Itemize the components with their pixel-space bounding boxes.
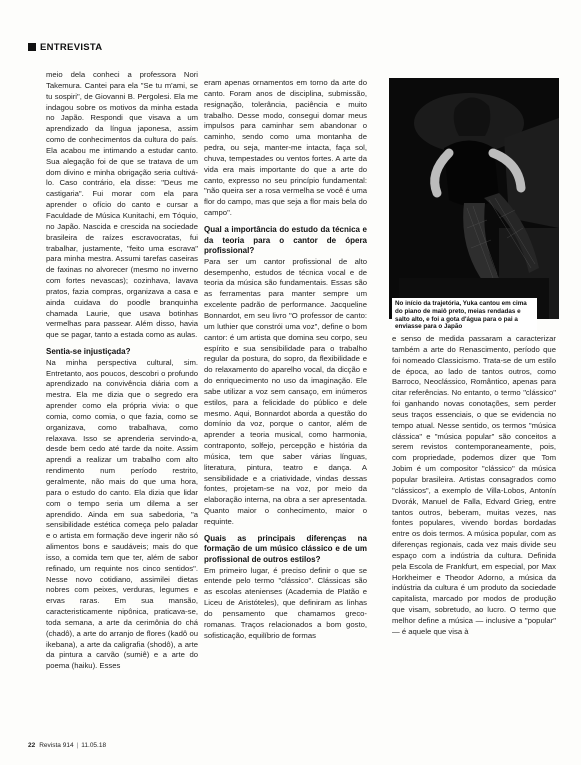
paragraph: Em primeiro lugar, é preciso definir o que se entende pelo termo "clássico". Clássicas são as escolas atenienses (Academia de Platão e Liceu de Aristóteles), que definiram as linhas do pensamento que chamamos greco-romanas. Traços relacionados a bom gosto, sofisticação, equilíbrio de formas: [204, 565, 367, 640]
section-header: [28, 39, 102, 55]
paragraph: Para ser um cantor profissional de alto desempenho, estudos de técnica vocal e de teoria da música são fundamentais. Essas são as ferramentas para manter sempre um excelente padrão de performance. Jacqueline Bonnardot, em seu livro "O professor de canto: um luthier que constrói uma voz", define o bom cantor: é um artista que domina seu corpo, seu espírito e sua sensibilidade para o trabalho regular da postura, do sopro, da flexibilidade e do relaxamento do aparelho vocal, da dicção e do enriquecimento no uso da imaginação. Ele sabe utilizar a voz sem cansaço, em inúmeros estilos, para a felicidade do público e dele mesmo. Aqui, Bonnardot aborda a questão do domínio da voz, porque o cantor, além de aprender a teoria musical, como harmonia, contraponto, solfejo, percepção e história da música, tem que saber várias línguas, literatura, pintura, teatro e dança. A sensibilidade e a criatividade, vindas dessas fontes, projetam-se na voz, por meio da elaboração interna, na obra a ser apresentada. Quanto maior o conhecimento, maior o requinte.: [204, 256, 367, 526]
issue-date: 11.05.18: [81, 742, 107, 749]
paragraph: e senso de medida passaram a caracterizar também a arte do Renascimento, período que foi nomeado Classicismo. Trata-se de um estilo de época, ao lado de tantos outros, como Barroco, Neoclássico, Romântico, apenas para citar referências. No entanto, o termo "clássico" foi ganhando novas conotações, sem perder seus traços essenciais, o que se evidencia no tempo atual. Nesse sentido, os termos "música clássica" e "música popular" são conceitos a serem revistos contemporaneamente, pois, com propriedade, podemos dizer que Tom Jobim é um compositor "clássico" da música popular brasileira. Artistas consagrados como "clássicos", a exemplo de Villa-Lobos, Antonín Dvorák, Manuel de Falla, Edvard Grieg, entre tantos outros, beberam, muitas vezes, nas fontes populares, vivendo bordas bordadas entre os dois termos. A música popular, com as diferenças regionais, cada vez mais divide seu espaço com a indústria da cultura. Definida pela Escola de Frankfurt, em especial, por Max Horkheimer e Theodor Adorno, a música da indústria da cultura é um produto da sociedade capitalista, marcado por modos de produção que visam, sobretudo, ao lucro. O termo que melhor define a música — inclusive a "popular" — é aquele que visa à: [392, 334, 556, 636]
performance-photo: [389, 78, 559, 319]
section-marker-icon: [28, 43, 36, 51]
photo-illustration: [389, 78, 559, 319]
photo-caption: No início da trajetória, Yuka cantou em cima do piano de maiô preto, meias rendadas e salto alto, e foi a gota d'água para o pai a enviasse para o Japão: [392, 298, 537, 333]
page-footer: [28, 742, 106, 749]
paragraph: meio dela conheci a professora Nori Takemura. Cantei para ela "Se tu m'ami, se tu sospiri", de Giovanni B. Pergolesi. Ela me indagou sobre os motivos da minha estada no Japão. Respondi que visava a um aprendizado da língua japonesa, assim como de conhecimentos da cultura do país. Ela acabou me intimando a estudar canto. Sua alegação foi de que se tratava de um dom divino e minha obrigação seria cultivá-lo. Caso contrário, ela disse: "Deus me castigaria". Fui morar com ela para aprender o ofício do canto e cursar a Faculdade de Música Kunitachi, em Tóquio, no Japão. Nascida e crescida na sociedade brasileira de raízes escravocratas, fui trabalhar, justamente, "feito uma escrava" para minha mestra. Assumi tarefas caseiras de faxinas no alvorecer (mesmo no inverno com fortes nevascas); cozinhava, lavava pratos, fazia compras, organizava a casa e ainda cuidava do poodle branquinha chamada Laurie, que usava botinhas vermelhas para passear. Além disso, havia que se pagar, tanto a estada como as aulas.: [46, 70, 198, 340]
question-heading: Quais as principais diferenças na formação de um músico clássico e de um profissional de outros estilos?: [204, 533, 367, 565]
magazine-name: Revista 914: [39, 742, 74, 749]
column-3: [392, 334, 556, 638]
question-heading: Qual a importância do estudo da técnica e da teoria para o cantor de ópera profissional?: [204, 224, 367, 256]
column-1: [46, 70, 198, 672]
footer-separator: |: [76, 742, 79, 749]
column-2: [204, 78, 367, 642]
question-heading: Sentia-se injustiçada?: [46, 347, 131, 357]
paragraph: Na minha perspectiva cultural, sim. Entretanto, aos poucos, descobri o profundo aprendizado na convivência diária com a mestra. Ela me dizia que o segredo era aprender como ela própria vivia: o que comia, como comia, o que fazia, como se organizava, como trabalhava, como relaxava. Isso se aprenderia servindo-a, desde bem cedo até tarde da noite. Assim aprendi a realizar um trabalho com alto rendimento num período restrito, geralmente, não mais do que uma hora, para o estudo do canto. Ela dizia que lidar com o tempo seria um dilema a ser aprendido. Ainda em sua sabedoria, "a sensibilidade estética começa pelo paladar e o artista em formação deve ingerir não só alimentos bons e saudáveis; mais do que isso, a comida tem que ter, além de sabor refinado, um requinte nos cinco sentidos". Nesse novo cotidiano, assimilei dietas nobres com peixes, verduras, legumes e ervas raras. Em sua mansão, caracteristicamente nipônica, praticava-se, toda semana, a arte da cerimônia do chá (chadô), a arte do arranjo de flores (kadô ou ikebana), a arte da caligrafia (shodô), a arte da pintura a carvão (sumiê) e a arte do poema (haiku). Esses: [46, 357, 198, 671]
section-label: ENTREVISTA: [40, 41, 103, 53]
page-number: 22: [28, 742, 36, 749]
paragraph: eram apenas ornamentos em torno da arte do canto. Foram anos de disciplina, submissão, resignação, tolerância, paciência e muito trabalho. Desse modo, consegui domar meus impulsos para caminhar sem abandonar o caminho, sendo como uma montanha de pedra, ou seja, manter-me intacta, faça sol, chuva, tempestades ou ventos fortes. A arte da vida era mais importante do que a arte do canto, expresso no seu princípio fundamental: "não queira ser a rosa vermelha se você é uma flor do campo, mas que seja a flor mais bela do campo".: [204, 78, 367, 218]
